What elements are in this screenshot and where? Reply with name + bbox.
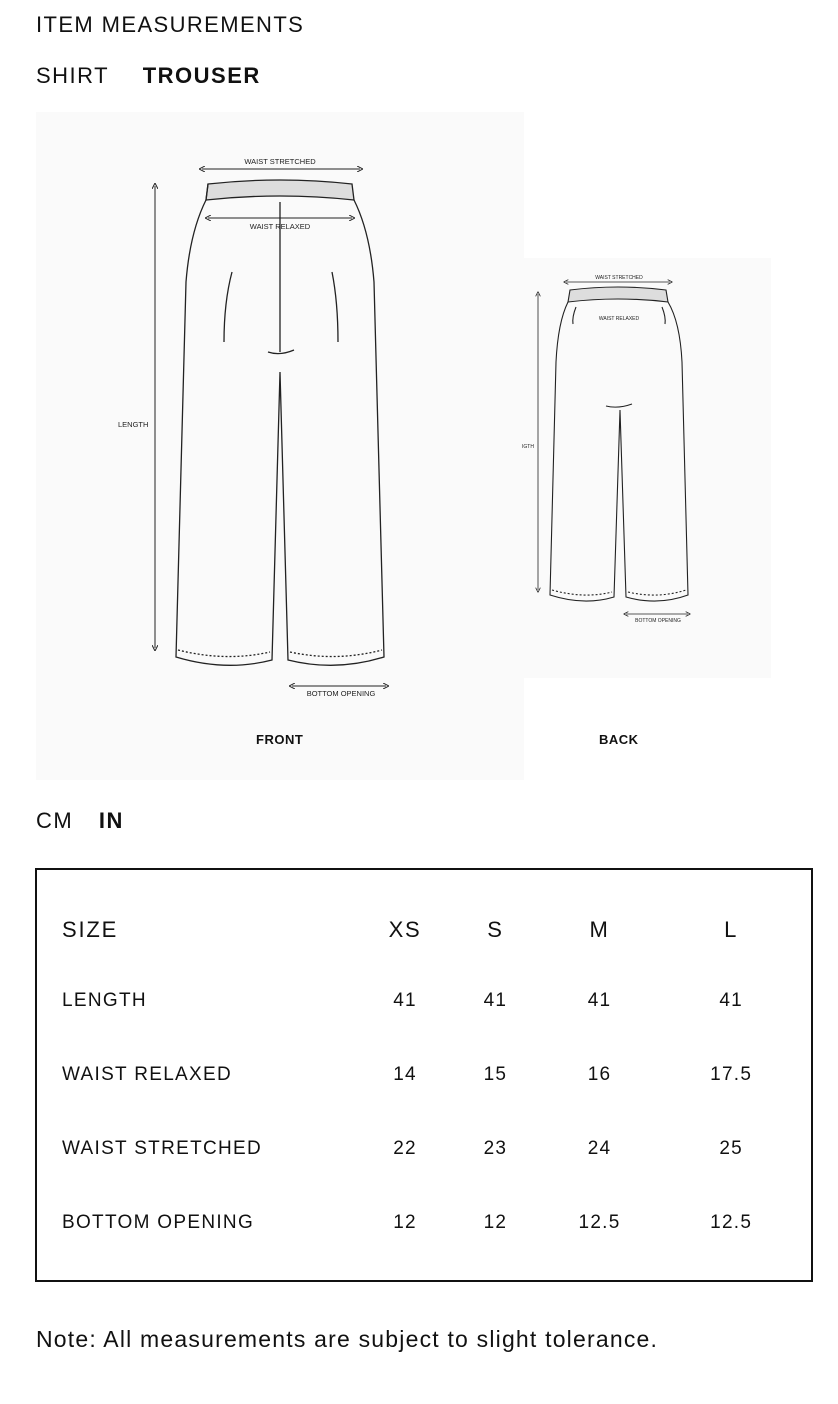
front-view-label: FRONT — [256, 732, 304, 747]
cell-value: 12 — [393, 1212, 417, 1233]
cell-value: 16 — [587, 1064, 612, 1085]
back-bottom-opening-label: BOTTOM OPENING — [635, 618, 681, 624]
size-table — [61, 896, 797, 1260]
table-row — [61, 1186, 797, 1260]
cell-value: 41 — [587, 990, 612, 1011]
front-bottom-opening-label: BOTTOM OPENING — [306, 689, 376, 698]
header-m: M — [589, 917, 610, 942]
cell-value: 12.5 — [578, 1212, 621, 1233]
front-trouser-drawing — [176, 180, 384, 665]
cell-value: 23 — [483, 1138, 508, 1159]
size-table-container — [35, 868, 813, 1282]
table-header-row — [61, 896, 797, 964]
cell-value: 12.5 — [710, 1212, 753, 1233]
tab-shirt[interactable]: SHIRT — [36, 63, 110, 88]
cell-value: 22 — [393, 1138, 417, 1159]
cell-value: 25 — [719, 1138, 744, 1159]
front-waist-relaxed-label: WAIST RELAXED — [249, 222, 311, 231]
row-label: WAIST STRETCHED — [62, 1138, 263, 1159]
unit-tabs — [36, 808, 142, 834]
cell-value: 15 — [483, 1064, 508, 1085]
front-length-label: LENGTH — [118, 420, 149, 429]
tolerance-note: Note: All measurements are subject to slight tolerance. — [36, 1326, 659, 1352]
cell-value: 17.5 — [710, 1064, 753, 1085]
back-trouser-drawing — [550, 287, 688, 601]
cell-value: 41 — [483, 990, 508, 1011]
row-label: LENGTH — [62, 990, 147, 1011]
trouser-diagram-svg — [36, 112, 826, 780]
header-s: S — [487, 917, 504, 942]
header-size: SIZE — [62, 917, 119, 942]
measurement-diagram — [36, 112, 826, 780]
row-label: BOTTOM OPENING — [62, 1212, 255, 1233]
tab-trouser[interactable]: TROUSER — [142, 63, 261, 88]
header-xs: XS — [388, 917, 422, 942]
cell-value: 41 — [719, 990, 744, 1011]
table-row — [61, 964, 797, 1038]
garment-tabs — [36, 63, 287, 89]
cell-value: 12 — [483, 1212, 508, 1233]
cell-value: 24 — [587, 1138, 612, 1159]
page-title: ITEM MEASUREMENTS — [36, 12, 305, 37]
cell-value: 41 — [393, 990, 417, 1011]
table-row — [61, 1112, 797, 1186]
front-waist-stretched-label: WAIST STRETCHED — [244, 157, 316, 166]
table-row — [61, 1038, 797, 1112]
tab-in[interactable]: IN — [98, 808, 124, 833]
header-l: L — [724, 917, 739, 942]
back-length-label: IGTH — [522, 444, 534, 450]
row-label: WAIST RELAXED — [62, 1064, 232, 1085]
back-waist-stretched-label: WAIST STRETCHED — [595, 275, 643, 281]
back-view-label: BACK — [599, 732, 639, 747]
cell-value: 14 — [393, 1064, 417, 1085]
back-waist-relaxed-label: WAIST RELAXED — [598, 316, 640, 322]
tab-cm[interactable]: CM — [36, 808, 74, 833]
